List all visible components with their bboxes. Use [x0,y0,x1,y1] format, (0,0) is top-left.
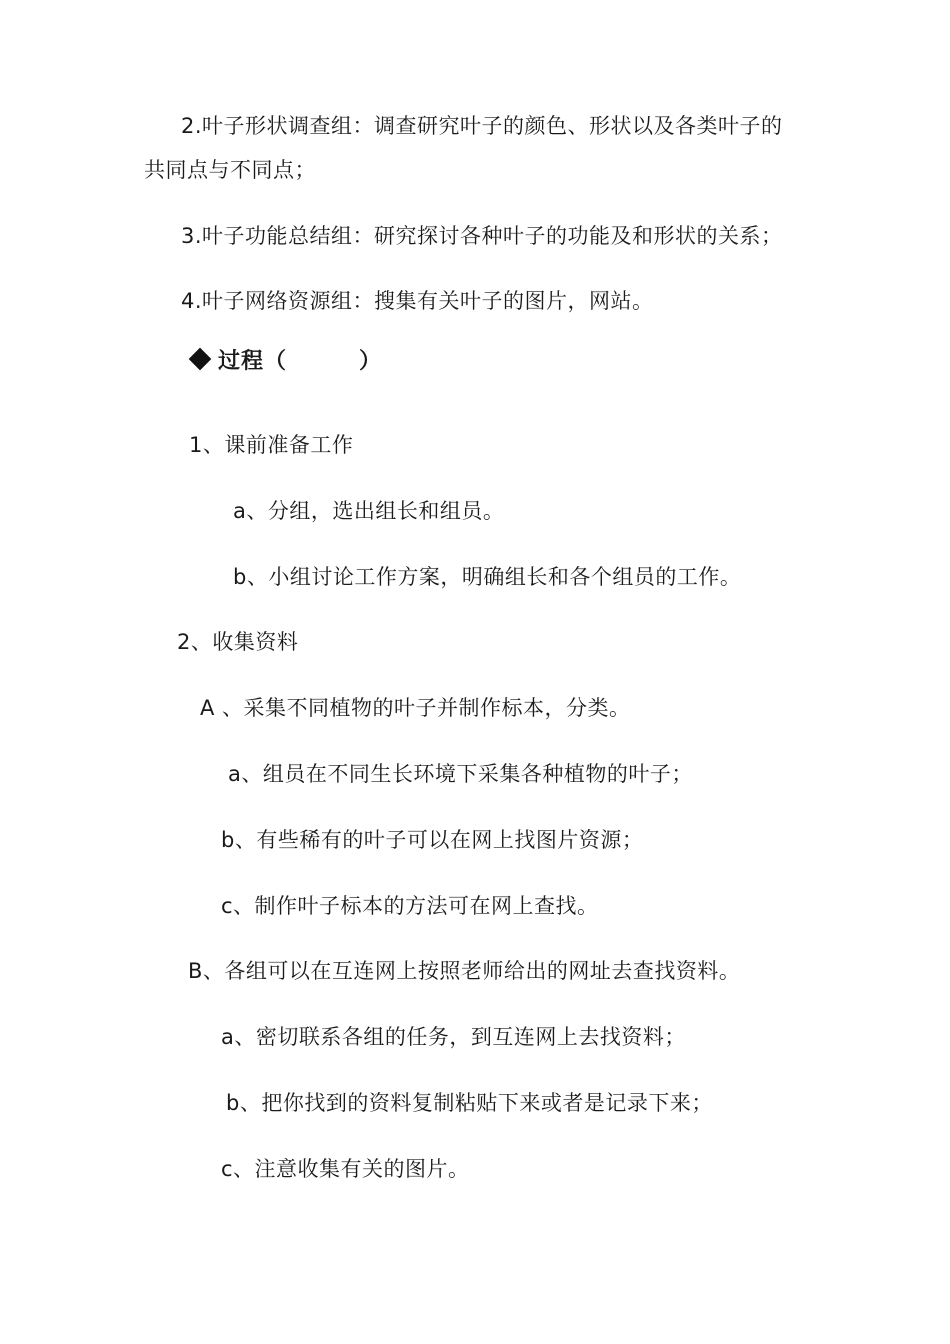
step-2-A-title: A 、采集不同植物的叶子并制作标本，分类。 [200,696,631,720]
step-2-title: 2、收集资料 [177,630,299,654]
diamond-bullet-icon [189,348,212,371]
group-item-2-line-2: 共同点与不同点； [144,158,316,182]
group-item-2-line-1: 2.叶子形状调查组：调查研究叶子的颜色、形状以及各类叶子的 [181,114,783,138]
step-2-B-item-c: c、注意收集有关的图片。 [221,1157,470,1181]
step-2-A-item-c: c、制作叶子标本的方法可在网上查找。 [221,894,599,918]
step-1-item-b: b、小组讨论工作方案，明确组长和各个组员的工作。 [233,565,742,589]
step-2-A-item-a: a、组员在不同生长环境下采集各种植物的叶子； [228,762,693,786]
group-item-4: 4.叶子网络资源组：搜集有关叶子的图片，网站。 [181,289,654,313]
process-heading-text: 过程（ [218,349,288,374]
step-2-B-item-a: a、密切联系各组的任务，到互连网上去找资料； [221,1025,686,1049]
step-2-B-item-b: b、把你找到的资料复制粘贴下来或者是记录下来； [226,1091,713,1115]
process-heading [192,348,382,376]
step-2-A-item-b: b、有些稀有的叶子可以在网上找图片资源； [221,828,644,852]
group-item-3: 3.叶子功能总结组：研究探讨各种叶子的功能及和形状的关系； [181,224,783,248]
step-2-B-title: B、各组可以在互连网上按照老师给出的网址去查找资料。 [188,959,741,983]
step-1-item-a: a、分组，选出组长和组员。 [233,499,505,523]
process-heading-close: ） [359,349,383,374]
step-1-title: 1、课前准备工作 [189,433,354,457]
